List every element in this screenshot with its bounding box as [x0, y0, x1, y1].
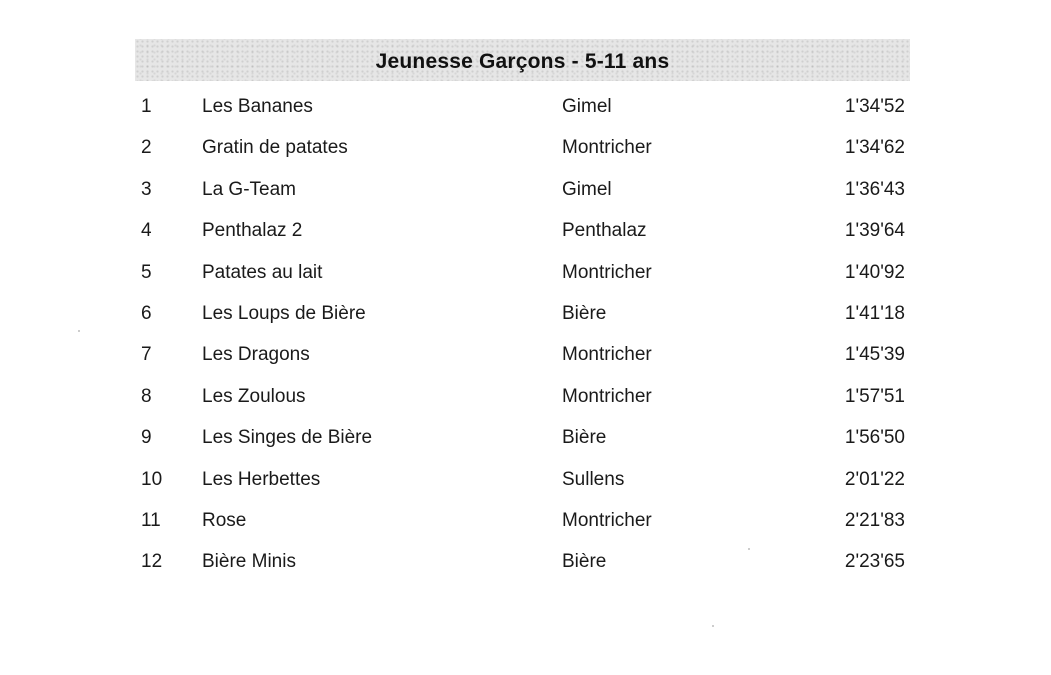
- rank-cell: 2: [141, 137, 152, 159]
- time-cell: 1'41'18: [844, 302, 905, 324]
- table-row: [0, 127, 1051, 168]
- results-table: [0, 86, 1051, 583]
- team-cell: Les Dragons: [202, 344, 310, 366]
- team-cell: Les Herbettes: [202, 468, 321, 490]
- town-cell: Bière: [562, 427, 607, 449]
- rank-cell: 6: [141, 302, 152, 324]
- time-cell: 2'21'83: [844, 509, 905, 531]
- table-row: [0, 541, 1051, 582]
- town-cell: Penthalaz: [562, 220, 647, 242]
- time-cell: 1'34'62: [844, 137, 905, 159]
- team-cell: Les Loups de Bière: [202, 302, 366, 324]
- town-cell: Montricher: [562, 344, 652, 366]
- scan-speck: [748, 548, 750, 550]
- time-cell: 1'57'51: [844, 385, 905, 407]
- town-cell: Montricher: [562, 261, 652, 283]
- town-cell: Montricher: [562, 385, 652, 407]
- team-cell: Bière Minis: [202, 551, 296, 573]
- town-cell: Bière: [562, 302, 607, 324]
- table-row: [0, 210, 1051, 251]
- team-cell: Gratin de patates: [202, 137, 348, 159]
- rank-cell: 11: [141, 509, 161, 531]
- team-cell: Penthalaz 2: [202, 220, 303, 242]
- table-row: [0, 417, 1051, 458]
- rank-cell: 7: [141, 344, 152, 366]
- team-cell: Rose: [202, 509, 247, 531]
- rank-cell: 5: [141, 261, 152, 283]
- town-cell: Gimel: [562, 178, 612, 200]
- team-cell: Les Zoulous: [202, 385, 306, 407]
- table-row: [0, 293, 1051, 334]
- rank-cell: 1: [141, 96, 152, 117]
- time-cell: 1'40'92: [844, 261, 905, 283]
- table-row: [0, 459, 1051, 500]
- rank-cell: 10: [141, 468, 163, 490]
- rank-cell: 8: [141, 385, 152, 407]
- town-cell: Montricher: [562, 509, 652, 531]
- table-row: [0, 86, 1051, 127]
- time-cell: 1'34'52: [844, 96, 905, 117]
- time-cell: 1'45'39: [844, 344, 905, 366]
- team-cell: Patates au lait: [202, 261, 323, 283]
- table-row: [0, 500, 1051, 541]
- rank-cell: 4: [141, 220, 152, 242]
- scan-speck: [78, 330, 80, 332]
- scan-speck: [712, 625, 714, 627]
- town-cell: Gimel: [562, 96, 612, 117]
- team-cell: Les Bananes: [202, 96, 313, 117]
- rank-cell: 3: [141, 178, 152, 200]
- team-cell: La G-Team: [202, 178, 296, 200]
- table-row: [0, 169, 1051, 210]
- time-cell: 2'23'65: [844, 551, 905, 573]
- team-cell: Les Singes de Bière: [202, 427, 373, 449]
- page-title: Jeunesse Garçons - 5-11 ans: [375, 50, 670, 73]
- table-row: [0, 376, 1051, 417]
- table-row: [0, 252, 1051, 293]
- time-cell: 2'01'22: [844, 468, 905, 490]
- rank-cell: 12: [141, 551, 163, 573]
- table-row: [0, 334, 1051, 375]
- time-cell: 1'36'43: [844, 178, 905, 200]
- rank-cell: 9: [141, 427, 152, 449]
- time-cell: 1'39'64: [844, 220, 905, 242]
- title-band: [135, 39, 910, 81]
- town-cell: Montricher: [562, 137, 652, 159]
- town-cell: Sullens: [562, 468, 625, 490]
- town-cell: Bière: [562, 551, 607, 573]
- time-cell: 1'56'50: [844, 427, 905, 449]
